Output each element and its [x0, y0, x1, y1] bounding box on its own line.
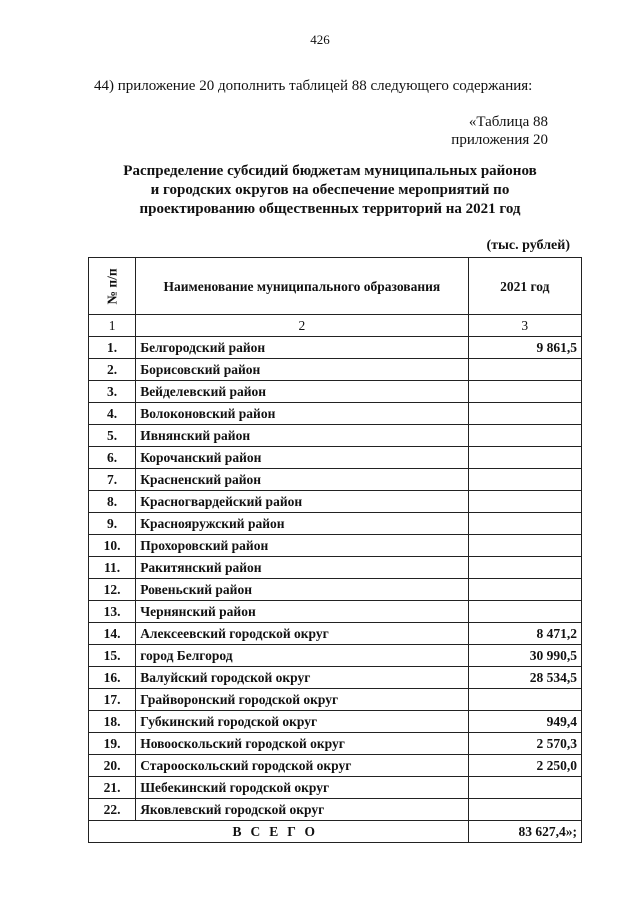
row-number: 3.	[89, 381, 136, 403]
row-number: 4.	[89, 403, 136, 425]
row-value	[468, 469, 581, 491]
table-row	[89, 535, 582, 557]
row-value: 28 534,5	[468, 667, 581, 689]
table-row	[89, 711, 582, 733]
row-value	[468, 601, 581, 623]
row-name: Волоконовский район	[136, 403, 468, 425]
row-name: Краснояружский район	[136, 513, 468, 535]
row-number: 6.	[89, 447, 136, 469]
total-label: ВСЕГО	[89, 821, 469, 843]
page-number: 426	[310, 32, 330, 47]
table-row	[89, 601, 582, 623]
title-line-2: и городских округов на обеспечение мероприятий по	[150, 182, 510, 198]
row-name: Белгородский район	[136, 337, 468, 359]
index-cell: 3	[468, 315, 581, 337]
row-value: 9 861,5	[468, 337, 581, 359]
row-name: Новооскольский городской округ	[136, 733, 468, 755]
row-name: Ивнянский район	[136, 425, 468, 447]
document-title	[80, 162, 580, 219]
row-name: Алексеевский городской округ	[136, 623, 468, 645]
row-number: 18.	[89, 711, 136, 733]
row-name: Ракитянский район	[136, 557, 468, 579]
table-header-row	[89, 258, 582, 315]
table-row	[89, 381, 582, 403]
column-index-row	[89, 315, 582, 337]
row-number: 15.	[89, 645, 136, 667]
table-row	[89, 645, 582, 667]
row-value	[468, 381, 581, 403]
table-row	[89, 513, 582, 535]
row-name: Красногвардейский район	[136, 491, 468, 513]
row-number: 11.	[89, 557, 136, 579]
row-name: Борисовский район	[136, 359, 468, 381]
row-number: 7.	[89, 469, 136, 491]
row-value: 30 990,5	[468, 645, 581, 667]
row-name: Вейделевский район	[136, 381, 468, 403]
row-value	[468, 799, 581, 821]
total-row	[89, 821, 582, 843]
row-number: 10.	[89, 535, 136, 557]
row-value	[468, 359, 581, 381]
row-number: 8.	[89, 491, 136, 513]
units-label: (тыс. рублей)	[486, 238, 570, 253]
row-value	[468, 491, 581, 513]
row-value	[468, 535, 581, 557]
table-row	[89, 447, 582, 469]
table-row	[89, 755, 582, 777]
row-number: 5.	[89, 425, 136, 447]
header-name: Наименование муниципального образования	[136, 258, 468, 315]
row-value: 8 471,2	[468, 623, 581, 645]
row-number: 22.	[89, 799, 136, 821]
row-value	[468, 447, 581, 469]
table-row	[89, 425, 582, 447]
table-row	[89, 667, 582, 689]
table-row	[89, 491, 582, 513]
row-number: 21.	[89, 777, 136, 799]
row-name: Старооскольский городской округ	[136, 755, 468, 777]
caption-line-2: приложения 20	[451, 132, 548, 148]
row-value: 949,4	[468, 711, 581, 733]
table-row	[89, 733, 582, 755]
table-row	[89, 557, 582, 579]
row-number: 1.	[89, 337, 136, 359]
row-name: Яковлевский городской округ	[136, 799, 468, 821]
row-name: город Белгород	[136, 645, 468, 667]
header-num: № п/п	[89, 258, 136, 315]
row-value	[468, 513, 581, 535]
table-row	[89, 799, 582, 821]
row-number: 16.	[89, 667, 136, 689]
row-number: 19.	[89, 733, 136, 755]
row-value	[468, 579, 581, 601]
table-row	[89, 403, 582, 425]
subsidy-table	[88, 257, 582, 843]
table-row	[89, 579, 582, 601]
table-row	[89, 623, 582, 645]
row-value	[468, 557, 581, 579]
index-cell: 1	[89, 315, 136, 337]
row-name: Грайворонский городской округ	[136, 689, 468, 711]
row-value	[468, 689, 581, 711]
title-line-1: Распределение субсидий бюджетам муниципальных районов	[123, 163, 537, 179]
row-value	[468, 403, 581, 425]
row-name: Ровеньский район	[136, 579, 468, 601]
row-name: Губкинский городской округ	[136, 711, 468, 733]
total-value: 83 627,4»;	[468, 821, 581, 843]
row-name: Шебекинский городской округ	[136, 777, 468, 799]
row-number: 17.	[89, 689, 136, 711]
table-row	[89, 337, 582, 359]
row-number: 13.	[89, 601, 136, 623]
caption-line-1: «Таблица 88	[468, 114, 548, 130]
table-row	[89, 359, 582, 381]
row-number: 14.	[89, 623, 136, 645]
title-line-3: проектированию общественных территорий на 2021 год	[139, 201, 521, 217]
row-number: 12.	[89, 579, 136, 601]
table-row	[89, 469, 582, 491]
row-value	[468, 777, 581, 799]
row-name: Красненский район	[136, 469, 468, 491]
row-number: 2.	[89, 359, 136, 381]
index-cell: 2	[136, 315, 468, 337]
table-row	[89, 777, 582, 799]
table-body	[89, 315, 582, 821]
row-name: Корочанский район	[136, 447, 468, 469]
header-value: 2021 год	[468, 258, 581, 315]
row-number: 9.	[89, 513, 136, 535]
row-name: Прохоровский район	[136, 535, 468, 557]
table-caption	[451, 113, 548, 149]
table-row	[89, 689, 582, 711]
row-value: 2 250,0	[468, 755, 581, 777]
row-value	[468, 425, 581, 447]
row-number: 20.	[89, 755, 136, 777]
intro-text: 44) приложение 20 дополнить таблицей 88 следующего содержания:	[94, 78, 533, 94]
row-name: Чернянский район	[136, 601, 468, 623]
row-name: Валуйский городской округ	[136, 667, 468, 689]
row-value: 2 570,3	[468, 733, 581, 755]
